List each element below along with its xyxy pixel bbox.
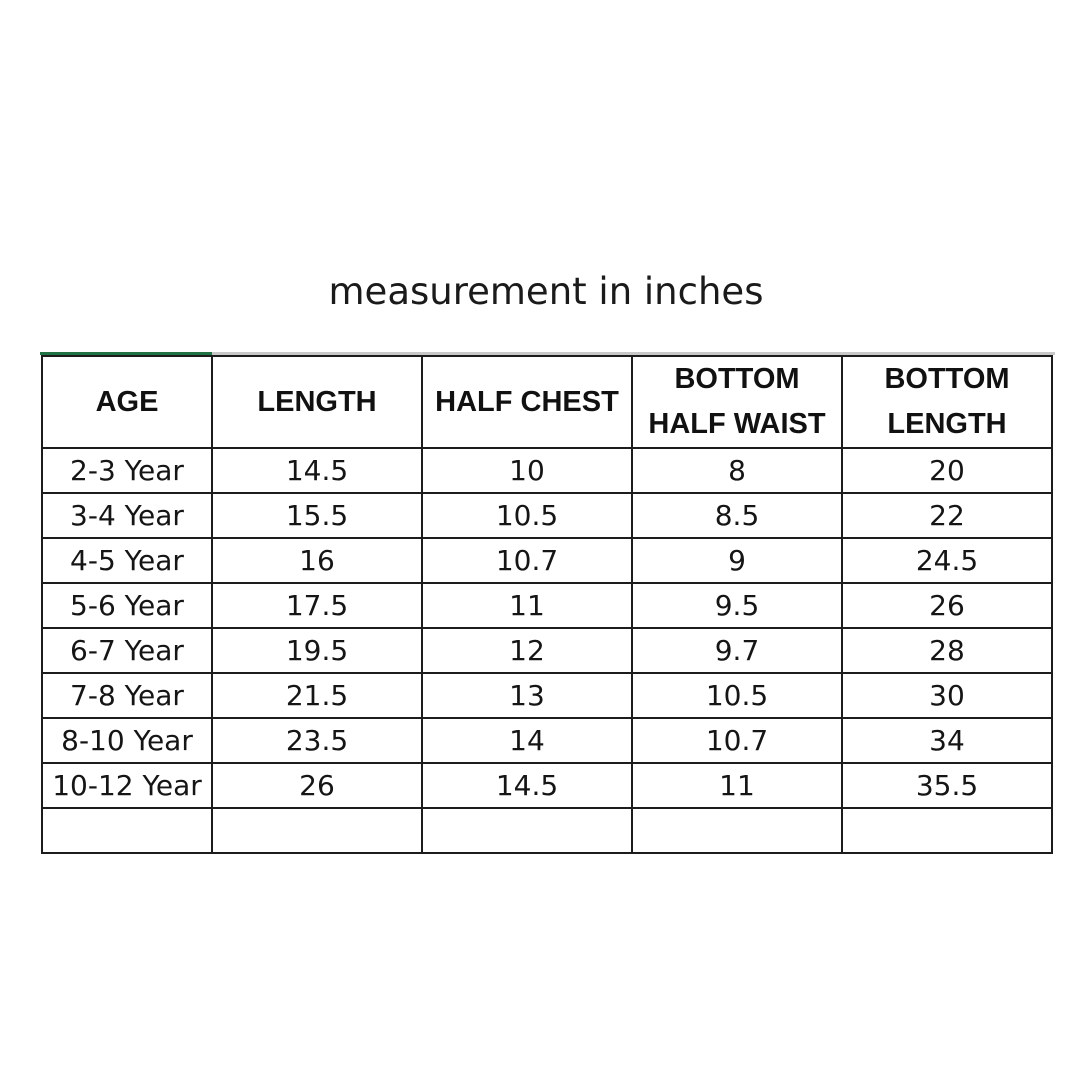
header-age: AGE <box>42 356 212 448</box>
table-row <box>42 763 1052 808</box>
cell-bottom-half-waist: 9.5 <box>632 583 842 628</box>
cell-length: 23.5 <box>212 718 422 763</box>
table-row <box>42 718 1052 763</box>
partial-next-row <box>42 808 1052 853</box>
cell-half-chest: 10 <box>422 448 632 493</box>
header-length: LENGTH <box>212 356 422 448</box>
cell-length: 21.5 <box>212 673 422 718</box>
empty-cell <box>42 808 212 853</box>
table-row <box>42 583 1052 628</box>
cell-half-chest: 14.5 <box>422 763 632 808</box>
cell-length: 15.5 <box>212 493 422 538</box>
cell-age: 4-5 Year <box>42 538 212 583</box>
cell-bottom-length: 30 <box>842 673 1052 718</box>
empty-cell <box>212 808 422 853</box>
cell-age: 6-7 Year <box>42 628 212 673</box>
cell-length: 14.5 <box>212 448 422 493</box>
cell-age: 10-12 Year <box>42 763 212 808</box>
empty-cell <box>632 808 842 853</box>
cell-half-chest: 12 <box>422 628 632 673</box>
cell-bottom-length: 34 <box>842 718 1052 763</box>
cell-half-chest: 14 <box>422 718 632 763</box>
header-bottom-length: BOTTOM LENGTH <box>842 356 1052 448</box>
cell-bottom-length: 24.5 <box>842 538 1052 583</box>
table-row <box>42 628 1052 673</box>
cell-bottom-half-waist: 10.7 <box>632 718 842 763</box>
cell-bottom-half-waist: 11 <box>632 763 842 808</box>
table-row <box>42 493 1052 538</box>
cell-half-chest: 13 <box>422 673 632 718</box>
cell-half-chest: 10.5 <box>422 493 632 538</box>
header-bottom-half-waist: BOTTOM HALF WAIST <box>632 356 842 448</box>
cell-bottom-half-waist: 9 <box>632 538 842 583</box>
header-row <box>42 356 1052 448</box>
cell-half-chest: 11 <box>422 583 632 628</box>
cell-age: 7-8 Year <box>42 673 212 718</box>
header-half-chest: HALF CHEST <box>422 356 632 448</box>
cell-bottom-length: 20 <box>842 448 1052 493</box>
cell-bottom-half-waist: 8.5 <box>632 493 842 538</box>
cell-age: 5-6 Year <box>42 583 212 628</box>
cell-bottom-length: 28 <box>842 628 1052 673</box>
cell-length: 26 <box>212 763 422 808</box>
cell-length: 16 <box>212 538 422 583</box>
table-row <box>42 673 1052 718</box>
cell-bottom-half-waist: 9.7 <box>632 628 842 673</box>
cell-bottom-length: 22 <box>842 493 1052 538</box>
cell-length: 17.5 <box>212 583 422 628</box>
table-row <box>42 448 1052 493</box>
cell-bottom-half-waist: 8 <box>632 448 842 493</box>
empty-cell <box>842 808 1052 853</box>
cell-bottom-length: 26 <box>842 583 1052 628</box>
cell-half-chest: 10.7 <box>422 538 632 583</box>
cell-age: 3-4 Year <box>42 493 212 538</box>
empty-cell <box>422 808 632 853</box>
table-row <box>42 538 1052 583</box>
cell-length: 19.5 <box>212 628 422 673</box>
cell-bottom-half-waist: 10.5 <box>632 673 842 718</box>
size-chart-table <box>41 355 1053 854</box>
cell-age: 2-3 Year <box>42 448 212 493</box>
table-caption: measurement in inches <box>328 270 764 313</box>
cell-bottom-length: 35.5 <box>842 763 1052 808</box>
cell-age: 8-10 Year <box>42 718 212 763</box>
